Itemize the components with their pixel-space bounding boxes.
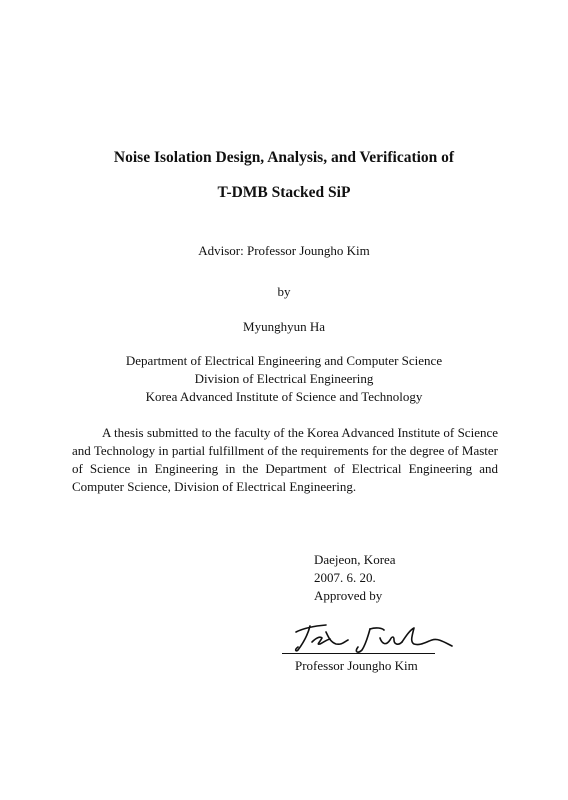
thesis-title-line-1: Noise Isolation Design, Analysis, and Verification of	[113, 149, 455, 166]
department-line: Department of Electrical Engineering and Computer Science	[125, 353, 443, 368]
approved-by-line: Approved by	[314, 588, 383, 603]
affiliation-block	[0, 352, 568, 406]
advisor-line: Advisor: Professor Joungho Kim	[198, 243, 370, 258]
signature-rule	[282, 653, 435, 654]
by-line: by	[277, 284, 291, 299]
signer-name: Professor Joungho Kim	[295, 658, 418, 673]
submission-statement: A thesis submitted to the faculty of the Korea Advanced Institute of Science and Technology in partial fulfillment of the requirements for the degree of Master of Science in Engineering in the Department of Electrical Engineering and Computer Science, Division of Electrical Engineering.	[72, 425, 498, 494]
thesis-title-line-2: T-DMB Stacked SiP	[217, 184, 351, 201]
author-name: Myunghyun Ha	[243, 319, 325, 334]
place-line: Daejeon, Korea	[314, 552, 396, 567]
division-line: Division of Electrical Engineering	[194, 371, 374, 386]
place-date-block	[314, 551, 396, 605]
institute-line: Korea Advanced Institute of Science and Technology	[145, 389, 423, 404]
date-line: 2007. 6. 20.	[314, 570, 376, 585]
